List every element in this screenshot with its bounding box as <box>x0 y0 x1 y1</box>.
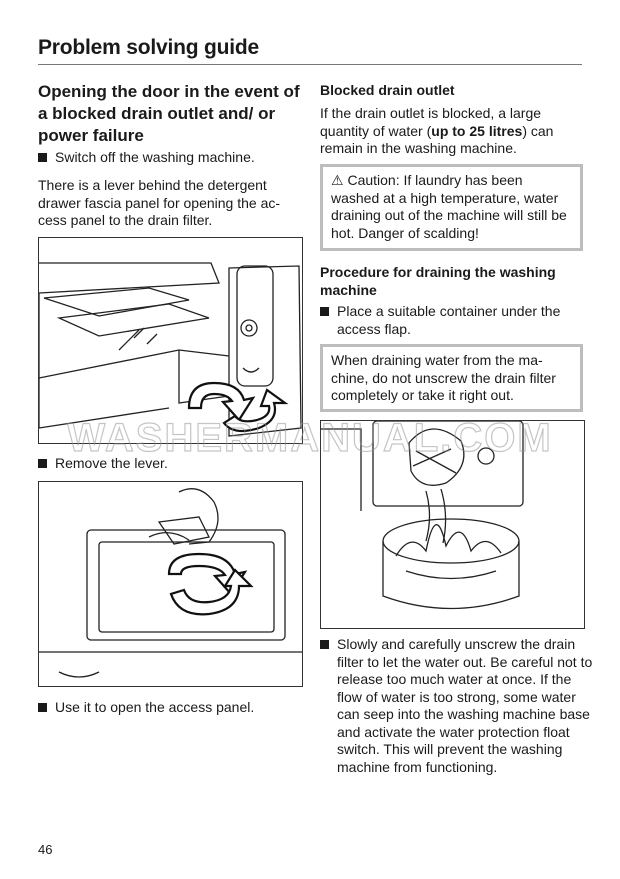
step-text: Use it to open the access panel. <box>55 699 255 715</box>
warning-icon: ⚠ <box>331 172 344 188</box>
step-text: Place a suitable container under the access flap. <box>337 303 561 337</box>
page-title: Problem solving guide <box>38 36 259 59</box>
step-text: Slowly and carefully unscrew the drain filter to let the water out. Be careful not to release too much water at once. If the flow of water is too strong, some water can seep into the washing machine base and activate the water protection float switch. This will prevent the washing machine from functioning. <box>337 636 593 775</box>
blocked-drain-paragraph <box>320 105 582 158</box>
intro-paragraph: There is a lever behind the detergent drawer fascia panel for opening the ac-cess panel to the drain filter. <box>38 177 281 228</box>
section-heading: Opening the door in the event of a blocked drain outlet and/ or power failure <box>38 82 300 145</box>
para-text-before: If the drain outlet is blocked, a large quantity of water ( <box>320 105 542 139</box>
note-text: When draining water from the ma-chine, do not unscrew the drain filter completely or take it right out. <box>331 352 556 403</box>
watermark: WASHERMANUAL.COM <box>67 416 553 460</box>
step-open-panel <box>38 699 317 717</box>
note-box <box>320 344 583 412</box>
caution-text: Caution: If laundry has been washed at a high temperature, water draining out of the machine will still be hot. Danger of scalding! <box>331 172 567 241</box>
header-rule <box>38 64 582 65</box>
para-text-after: ) can remain in the washing machine. <box>320 122 554 156</box>
caution-box <box>320 164 583 251</box>
figure-open-panel <box>38 481 303 687</box>
blocked-drain-heading: Blocked drain outlet <box>320 82 455 98</box>
step-text: Switch off the washing machine. <box>55 149 255 165</box>
figure-lever-location <box>38 237 303 444</box>
step-unscrew-filter <box>320 636 599 776</box>
para-bold-quantity: up to 25 litres <box>431 122 523 139</box>
procedure-heading: Procedure for draining the washing machine <box>320 264 556 298</box>
step-text: Remove the lever. <box>55 455 168 471</box>
step-place-container <box>320 303 599 338</box>
step-switch-off <box>38 149 317 167</box>
page-number: 46 <box>38 842 53 857</box>
